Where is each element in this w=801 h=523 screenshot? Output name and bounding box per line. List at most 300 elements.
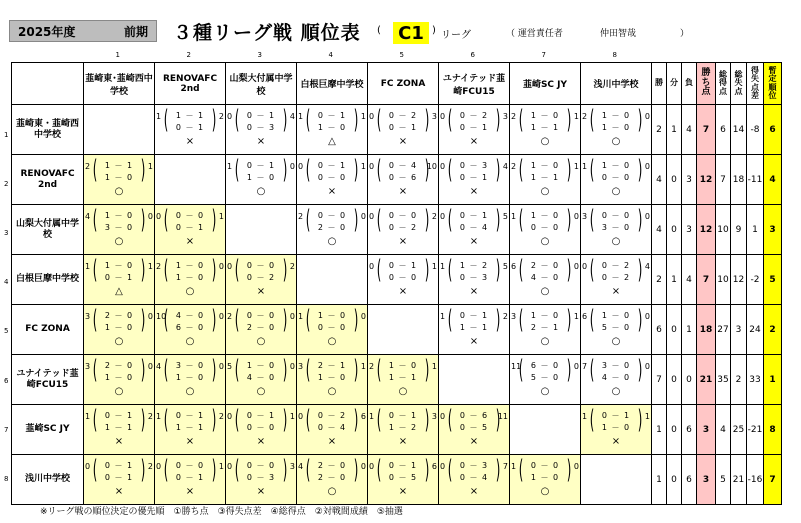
score-total-right: 1 — [573, 162, 579, 171]
score-total-left: 1 — [511, 212, 517, 221]
first-half-score: 0 － 2 — [601, 261, 631, 270]
season-label: 2025年度 — [18, 24, 76, 39]
column-number: 5 — [399, 51, 404, 59]
match-result-mark: ○ — [540, 286, 550, 297]
match-result-mark: × — [611, 286, 621, 297]
match-score — [510, 355, 580, 404]
second-half-score: 6 － 0 — [175, 323, 205, 332]
rank-cell: 6 — [764, 105, 782, 155]
bracket-left: ( — [376, 155, 382, 185]
bracket-left: ( — [92, 155, 98, 185]
score-total-right: 0 — [218, 262, 224, 271]
match-score — [297, 155, 367, 204]
match-cell — [84, 355, 155, 405]
points-cell: 18 — [697, 305, 716, 355]
match-score — [226, 255, 296, 304]
bracket-left: ( — [447, 305, 453, 335]
corner-cell — [12, 63, 84, 105]
second-half-score: 0 － 6 — [388, 173, 418, 182]
bracket-left: ( — [447, 455, 453, 485]
column-number: 4 — [328, 51, 333, 59]
score-total-right: 2 — [218, 112, 224, 121]
row-number: 4 — [4, 278, 9, 287]
bracket-right: ) — [353, 105, 359, 135]
bracket-right: ) — [637, 255, 643, 285]
score-total-left: 1 — [582, 412, 588, 421]
score-total-left: 1 — [582, 162, 588, 171]
second-half-score: 1 － 0 — [104, 173, 134, 182]
score-total-left: 0 — [440, 212, 446, 221]
bracket-right: ) — [424, 155, 430, 185]
second-half-score: 0 － 0 — [601, 173, 631, 182]
match-score — [297, 205, 367, 254]
score-total-left: 0 — [227, 112, 233, 121]
bracket-right: ) — [566, 205, 572, 235]
second-half-score: 5 － 0 — [530, 373, 560, 382]
bracket-right: ) — [424, 455, 430, 485]
row-number: 6 — [4, 376, 9, 385]
losses-cell: 6 — [682, 405, 697, 455]
score-total-left: 1 — [227, 162, 233, 171]
second-half-score: 0 － 3 — [246, 473, 276, 482]
second-half-score: 2 － 1 — [530, 323, 560, 332]
first-half-score: 2 － 1 — [317, 361, 347, 370]
col-team-header: 韮崎東･韮崎西中学校 — [84, 63, 155, 105]
second-half-score: 0 － 0 — [317, 173, 347, 182]
season-box — [9, 20, 157, 42]
wins-cell: 2 — [652, 255, 667, 305]
score-total-left: 2 — [85, 162, 91, 171]
score-total-left: 0 — [369, 112, 375, 121]
league-badge: C1 — [393, 22, 429, 44]
bracket-right: ) — [495, 205, 501, 235]
score-total-left: 0 — [440, 112, 446, 121]
score-total-right: 1 — [360, 362, 366, 371]
row-number: 2 — [4, 179, 9, 188]
table-row — [12, 305, 782, 355]
bracket-left: ( — [163, 305, 169, 335]
second-half-score: 1 － 0 — [317, 373, 347, 382]
bracket-left: ( — [589, 255, 595, 285]
bracket-left: ( — [305, 305, 311, 335]
score-total-right: 0 — [147, 362, 153, 371]
second-half-score: 1 － 0 — [175, 273, 205, 282]
score-total-left: 0 — [582, 262, 588, 271]
bracket-right: ) — [282, 405, 288, 435]
match-cell — [510, 205, 581, 255]
bracket-left: ( — [234, 455, 240, 485]
second-half-score: 0 － 4 — [459, 223, 489, 232]
score-total-right: 0 — [360, 312, 366, 321]
score-total-left: 2 — [369, 362, 375, 371]
first-half-score: 1 － 0 — [175, 261, 205, 270]
row-number: 1 — [4, 130, 9, 139]
score-total-right: 1 — [360, 112, 366, 121]
match-result-mark: ○ — [611, 336, 621, 347]
match-result-mark: × — [398, 136, 408, 147]
bracket-left: ( — [92, 355, 98, 385]
first-half-score: 0 － 0 — [175, 461, 205, 470]
score-total-right: 0 — [289, 362, 295, 371]
score-total-left: 4 — [85, 212, 91, 221]
score-total-right: 6 — [431, 462, 437, 471]
first-half-score: 1 － 1 — [104, 161, 134, 170]
match-result-mark: ○ — [185, 286, 195, 297]
second-half-score: 1 － 1 — [388, 373, 418, 382]
match-result-mark: × — [185, 486, 195, 497]
score-total-right: 5 — [502, 212, 508, 221]
score-total-left: 7 — [582, 362, 588, 371]
bracket-right: ) — [566, 105, 572, 135]
rank-cell: 4 — [764, 155, 782, 205]
score-total-left: 0 — [440, 462, 446, 471]
draws-cell: 1 — [667, 255, 682, 305]
column-number: 7 — [541, 51, 546, 59]
second-half-score: 0 － 1 — [175, 123, 205, 132]
first-half-score: 1 － 1 — [175, 111, 205, 120]
score-total-left: 0 — [298, 412, 304, 421]
bracket-right: ) — [282, 455, 288, 485]
match-cell — [155, 455, 226, 505]
match-cell — [510, 455, 581, 505]
goals-against-cell: 2 — [731, 355, 747, 405]
first-half-score: 6 － 0 — [530, 361, 560, 370]
goal-diff-cell: -11 — [747, 155, 764, 205]
match-result-mark: × — [398, 236, 408, 247]
first-half-score: 1 － 0 — [246, 361, 276, 370]
bracket-right: ) — [353, 305, 359, 335]
score-total-left: 6 — [511, 262, 517, 271]
score-total-right: 5 — [502, 262, 508, 271]
score-total-right: 0 — [644, 212, 650, 221]
match-cell — [226, 155, 297, 205]
second-half-score: 1 － 0 — [104, 373, 134, 382]
bracket-left: ( — [589, 405, 595, 435]
score-total-left: 1 — [298, 112, 304, 121]
second-half-score: 0 － 2 — [388, 223, 418, 232]
second-half-score: 1 － 0 — [104, 323, 134, 332]
match-score — [368, 105, 438, 154]
bracket-left: ( — [518, 355, 524, 385]
second-half-score: 0 － 1 — [459, 123, 489, 132]
goals-against-cell: 3 — [731, 305, 747, 355]
match-result-mark: ○ — [185, 386, 195, 397]
match-result-mark: × — [256, 136, 266, 147]
match-result-mark: × — [469, 136, 479, 147]
score-total-left: 3 — [582, 212, 588, 221]
score-total-right: 1 — [218, 462, 224, 471]
match-result-mark: ○ — [327, 336, 337, 347]
header-row — [12, 63, 782, 105]
bracket-left: ( — [589, 105, 595, 135]
match-result-mark: × — [469, 236, 479, 247]
second-half-score: 4 － 0 — [530, 273, 560, 282]
match-cell — [155, 305, 226, 355]
first-half-score: 0 － 1 — [317, 111, 347, 120]
losses-cell: 3 — [682, 205, 697, 255]
match-cell — [581, 255, 652, 305]
bracket-right: ) — [495, 405, 501, 435]
second-half-score: 2 － 0 — [317, 473, 347, 482]
rank-cell: 3 — [764, 205, 782, 255]
match-result-mark: ○ — [256, 186, 266, 197]
score-total-right: 3 — [289, 462, 295, 471]
page-title: ３種リーグ戦 順位表 — [173, 22, 361, 44]
manager-name: 仲田智哉 — [600, 29, 637, 39]
goals-against-cell: 21 — [731, 455, 747, 505]
score-total-right: 0 — [573, 462, 579, 471]
col-team-header: 白根巨摩中学校 — [297, 63, 368, 105]
match-cell — [368, 405, 439, 455]
bracket-right: ) — [495, 155, 501, 185]
match-result-mark: × — [611, 436, 621, 447]
first-half-score: 1 － 0 — [530, 211, 560, 220]
match-cell — [84, 205, 155, 255]
first-half-score: 1 － 0 — [530, 111, 560, 120]
match-cell — [368, 205, 439, 255]
bracket-right: ) — [424, 355, 430, 385]
bracket-right: ) — [353, 405, 359, 435]
points-cell: 7 — [697, 255, 716, 305]
match-cell — [439, 155, 510, 205]
match-score — [84, 455, 154, 504]
bracket-left: ( — [376, 255, 382, 285]
match-cell — [155, 205, 226, 255]
first-half-score: 1 － 0 — [601, 111, 631, 120]
bracket-right: ) — [566, 455, 572, 485]
standings-table — [11, 62, 782, 505]
manager-close: ） — [680, 29, 690, 39]
match-score — [84, 155, 154, 204]
match-cell — [84, 405, 155, 455]
score-total-right: 1 — [218, 212, 224, 221]
score-total-right: 1 — [289, 412, 295, 421]
score-total-left: 4 — [156, 362, 162, 371]
match-score — [226, 105, 296, 154]
match-score — [226, 405, 296, 454]
second-half-score: 0 － 5 — [388, 473, 418, 482]
score-total-right: 0 — [644, 312, 650, 321]
bracket-left: ( — [589, 205, 595, 235]
bracket-right: ) — [353, 455, 359, 485]
bracket-left: ( — [518, 255, 524, 285]
column-number: 6 — [470, 51, 475, 59]
score-total-left: 0 — [440, 412, 446, 421]
match-score — [510, 155, 580, 204]
manager-label: （ 運営責任者 — [506, 29, 563, 39]
bracket-right: ) — [637, 105, 643, 135]
score-total-right: 0 — [360, 212, 366, 221]
score-total-left: 2 — [227, 312, 233, 321]
draws-cell: 0 — [667, 405, 682, 455]
goals-for-cell: 7 — [716, 155, 731, 205]
match-result-mark: × — [398, 436, 408, 447]
bracket-right: ) — [140, 355, 146, 385]
first-half-score: 0 － 0 — [246, 461, 276, 470]
bracket-right: ) — [495, 255, 501, 285]
first-half-score: 2 － 0 — [530, 261, 560, 270]
draw-header: 分 — [667, 63, 682, 105]
score-total-left: 1 — [85, 412, 91, 421]
bracket-right: ) — [140, 305, 146, 335]
first-half-score: 0 － 1 — [388, 411, 418, 420]
bracket-left: ( — [234, 405, 240, 435]
score-total-left: 2 — [511, 112, 517, 121]
wins-cell: 7 — [652, 355, 667, 405]
score-total-right: 4 — [289, 112, 295, 121]
match-score — [84, 305, 154, 354]
match-cell — [439, 255, 510, 305]
score-total-left: 3 — [85, 312, 91, 321]
bracket-right: ) — [566, 305, 572, 335]
second-half-score: 0 － 4 — [459, 473, 489, 482]
goal-diff-cell: -2 — [747, 255, 764, 305]
bracket-right: ) — [424, 205, 430, 235]
match-result-mark: × — [114, 486, 124, 497]
score-total-left: 0 — [369, 212, 375, 221]
goals-for-cell: 5 — [716, 455, 731, 505]
row-team-name: 白根巨摩中学校 — [12, 255, 84, 305]
match-score — [226, 455, 296, 504]
rank-cell: 1 — [764, 355, 782, 405]
first-half-score: 1 － 0 — [317, 311, 347, 320]
score-total-left: 0 — [440, 162, 446, 171]
table-row — [12, 205, 782, 255]
match-result-mark: ○ — [114, 386, 124, 397]
match-score — [439, 155, 509, 204]
match-cell — [297, 355, 368, 405]
score-total-right: 0 — [289, 162, 295, 171]
table-row — [12, 105, 782, 155]
match-result-mark: × — [398, 186, 408, 197]
table-row — [12, 405, 782, 455]
score-total-left: 0 — [369, 462, 375, 471]
self-match-cell — [581, 455, 652, 505]
match-cell — [439, 205, 510, 255]
first-half-score: 0 － 1 — [246, 111, 276, 120]
wins-cell: 6 — [652, 305, 667, 355]
first-half-score: 0 － 1 — [104, 411, 134, 420]
table-row — [12, 355, 782, 405]
match-cell — [510, 355, 581, 405]
match-score — [226, 155, 296, 204]
match-cell — [226, 305, 297, 355]
points-cell: 3 — [697, 455, 716, 505]
match-score — [84, 205, 154, 254]
row-team-name: 韮崎SC JY — [12, 405, 84, 455]
score-total-right: 2 — [147, 412, 153, 421]
match-result-mark: ○ — [611, 186, 621, 197]
match-score — [510, 305, 580, 354]
bracket-left: ( — [305, 205, 311, 235]
match-score — [155, 455, 225, 504]
match-result-mark: ○ — [327, 386, 337, 397]
second-half-score: 0 － 2 — [601, 273, 631, 282]
column-number: 8 — [612, 51, 617, 59]
score-total-left: 0 — [227, 462, 233, 471]
match-score — [155, 205, 225, 254]
bracket-left: ( — [518, 105, 524, 135]
score-total-left: 1 — [298, 312, 304, 321]
bracket-right: ) — [211, 255, 217, 285]
bracket-left: ( — [376, 355, 382, 385]
match-cell — [297, 455, 368, 505]
match-cell — [581, 305, 652, 355]
first-half-score: 0 － 0 — [388, 211, 418, 220]
goal-diff-cell: -21 — [747, 405, 764, 455]
match-score — [510, 205, 580, 254]
second-half-score: 0 － 0 — [388, 273, 418, 282]
bracket-right: ) — [140, 455, 146, 485]
bracket-left: ( — [163, 455, 169, 485]
bracket-right: ) — [353, 355, 359, 385]
bracket-left: ( — [305, 105, 311, 135]
column-number: 3 — [257, 51, 262, 59]
match-result-mark: × — [398, 486, 408, 497]
wins-cell: 2 — [652, 105, 667, 155]
match-cell — [155, 255, 226, 305]
bracket-right: ) — [282, 155, 288, 185]
second-half-score: 1 － 1 — [459, 323, 489, 332]
match-score — [297, 405, 367, 454]
second-half-score: 0 － 3 — [246, 123, 276, 132]
second-half-score: 0 － 4 — [317, 423, 347, 432]
match-cell — [581, 155, 652, 205]
rank-cell: 7 — [764, 455, 782, 505]
bracket-right: ) — [211, 305, 217, 335]
match-result-mark: ○ — [114, 236, 124, 247]
score-total-left: 6 — [582, 312, 588, 321]
score-total-right: 2 — [431, 212, 437, 221]
bracket-left: ( — [163, 355, 169, 385]
rank-cell: 5 — [764, 255, 782, 305]
goal-diff-cell: 24 — [747, 305, 764, 355]
match-cell — [297, 405, 368, 455]
first-half-score: 2 － 0 — [317, 461, 347, 470]
bracket-right: ) — [424, 105, 430, 135]
match-cell — [297, 155, 368, 205]
bracket-left: ( — [163, 105, 169, 135]
bracket-right: ) — [140, 255, 146, 285]
goal-diff-cell: 33 — [747, 355, 764, 405]
score-total-right: 2 — [147, 462, 153, 471]
match-result-mark: ○ — [185, 336, 195, 347]
term-label: 前期 — [123, 24, 148, 39]
match-cell — [84, 305, 155, 355]
score-total-left: 1 — [156, 112, 162, 121]
score-total-right: 1 — [147, 162, 153, 171]
score-total-left: 11 — [511, 362, 522, 371]
match-result-mark: ○ — [540, 186, 550, 197]
match-cell — [84, 455, 155, 505]
bracket-left: ( — [92, 255, 98, 285]
points-cell: 7 — [697, 105, 716, 155]
match-result-mark: × — [185, 236, 195, 247]
second-half-score: 0 － 1 — [388, 123, 418, 132]
score-total-left: 2 — [156, 262, 162, 271]
match-result-mark: ○ — [398, 386, 408, 397]
score-total-left: 1 — [440, 262, 446, 271]
match-result-mark: × — [114, 436, 124, 447]
col-team-header: 浅川中学校 — [581, 63, 652, 105]
first-half-score: 0 － 0 — [530, 461, 560, 470]
score-total-left: 0 — [369, 262, 375, 271]
row-team-name: 山梨大付属中学校 — [12, 205, 84, 255]
match-score — [581, 255, 651, 304]
bracket-left: ( — [92, 455, 98, 485]
second-half-score: 1 － 2 — [388, 423, 418, 432]
first-half-score: 1 － 0 — [530, 161, 560, 170]
